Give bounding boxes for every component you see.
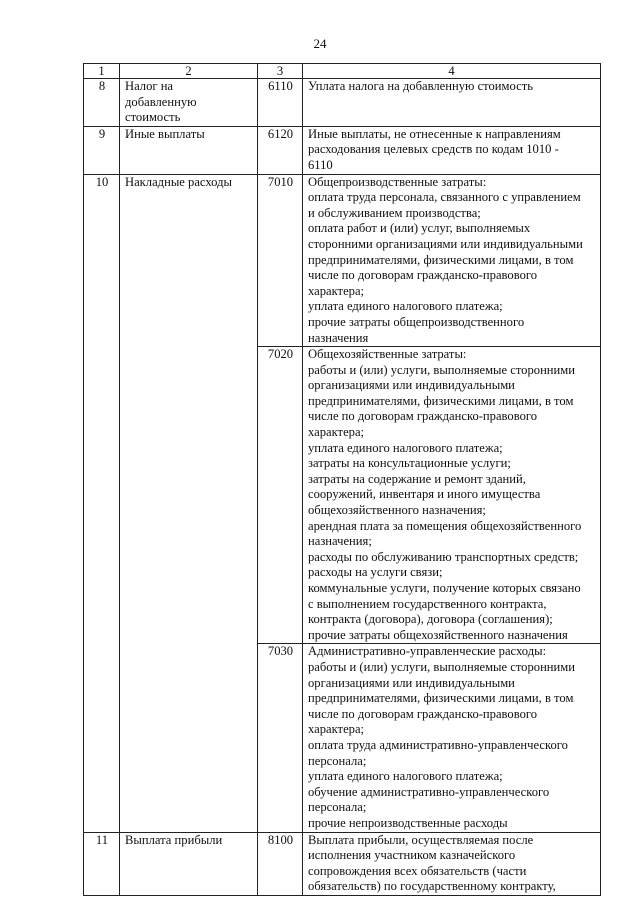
description-line: работы и (или) услуги, выполняемые сторонними [308, 362, 575, 377]
description-line: расходы по обслуживанию транспортных средств; [308, 549, 579, 564]
header-col-4: 4 [303, 64, 601, 79]
description-line: предпринимателями, физическими лицами, в том [308, 252, 574, 267]
description-line: персонала; [308, 800, 367, 815]
description-line: уплата единого налогового платежа; [308, 440, 503, 455]
row-number: 10 [84, 174, 120, 832]
description-line: сторонними организациями или индивидуальными [308, 236, 583, 251]
description-line: прочие затраты общехозяйственного назначения [308, 627, 568, 642]
description-line: сооружений, инвентаря и иного имущества [308, 487, 541, 502]
expense-code: 7010 [258, 174, 303, 347]
expense-codes-table [83, 63, 601, 896]
description-line: назначения [308, 330, 369, 345]
row-number: 11 [84, 832, 120, 895]
description-line: прочие затраты общепроизводственного [308, 314, 525, 329]
expense-name [120, 79, 258, 127]
description-line: затраты на содержание и ремонт зданий, [308, 471, 526, 486]
expense-name [120, 126, 258, 174]
expense-description [303, 347, 601, 644]
description-line: назначения; [308, 534, 372, 549]
page-number: 24 [313, 36, 327, 51]
expense-name [120, 174, 258, 832]
description-line: уплата единого налогового платежа; [308, 299, 503, 314]
header-col-3: 3 [258, 64, 303, 79]
description-line: числе по договорам гражданско-правового [308, 268, 538, 283]
expense-name-line: Выплата прибыли [125, 832, 223, 847]
description-line: характера; [308, 425, 365, 440]
row-number: 8 [84, 79, 120, 127]
description-line: оплата труда персонала, связанного с управлением [308, 190, 581, 205]
header-col-2: 2 [120, 64, 258, 79]
description-line: расходы на услуги связи; [308, 565, 443, 580]
description-line: с выполнением государственного контракта, [308, 596, 547, 611]
description-line: числе по договорам гражданско-правового [308, 706, 538, 721]
description-line: персонала; [308, 753, 367, 768]
expense-code: 7020 [258, 347, 303, 644]
description-line: организациями или индивидуальными [308, 675, 515, 690]
expense-name [120, 832, 258, 895]
expense-name-line: стоимость [125, 110, 181, 125]
description-line: числе по договорам гражданско-правового [308, 409, 538, 424]
expense-description [303, 644, 601, 832]
description-line: обучение административно-управленческого [308, 784, 550, 799]
description-line: затраты на консультационные услуги; [308, 456, 511, 471]
description-line: организациями или индивидуальными [308, 378, 515, 393]
description-line: и обслуживанием производства; [308, 205, 481, 220]
description-line: предпринимателями, физическими лицами, в том [308, 393, 574, 408]
row-number: 9 [84, 126, 120, 174]
expense-name-line: Иные выплаты [125, 126, 205, 141]
table-row [84, 79, 601, 127]
description-line: исполнения участником казначейского [308, 848, 516, 863]
description-line: арендная плата за помещения общехозяйственного [308, 518, 582, 533]
description-line: Общехозяйственные затраты: [308, 347, 467, 362]
expense-code: 7030 [258, 644, 303, 832]
expense-name-line: Накладные расходы [125, 174, 232, 189]
description-line: оплата работ и (или) услуг, выполняемых [308, 221, 531, 236]
description-line: уплата единого налогового платежа; [308, 769, 503, 784]
expense-code: 6120 [258, 126, 303, 174]
description-line: характера; [308, 722, 365, 737]
description-line: характера; [308, 283, 365, 298]
description-line: коммунальные услуги, получение которых связано [308, 581, 581, 595]
description-line: прочие непроизводственные расходы [308, 815, 508, 830]
expense-description [303, 79, 601, 127]
description-line: Общепроизводственные затраты: [308, 174, 487, 189]
expense-code: 6110 [258, 79, 303, 127]
table-row [84, 832, 601, 895]
expense-name-line: Налог на [125, 79, 174, 93]
description-line: Иные выплаты, не отнесенные к направлениям [308, 126, 561, 141]
description-line: обязательств) по государственному контракту, [308, 879, 556, 894]
header-col-1: 1 [84, 64, 120, 79]
expense-name-line: добавленную [125, 94, 197, 109]
description-line: Уплата налога на добавленную стоимость [308, 79, 533, 93]
table-header-row [84, 64, 601, 79]
expense-description [303, 174, 601, 347]
description-line: 6110 [308, 157, 333, 172]
description-line: Административно-управленческие расходы: [308, 644, 547, 659]
description-line: оплата труда административно-управленческого [308, 737, 568, 752]
description-line: предпринимателями, физическими лицами, в том [308, 691, 574, 706]
description-line: расходования целевых средств по кодам 1010 - [308, 142, 559, 157]
table-row [84, 126, 601, 174]
description-line: контракта (договора), договора (соглашения); [308, 612, 553, 627]
description-line: Выплата прибыли, осуществляемая после [308, 832, 534, 847]
description-line: сопровождения всех обязательств (части [308, 863, 527, 878]
expense-description [303, 126, 601, 174]
description-line: общехозяйственного назначения; [308, 503, 486, 518]
table-row [84, 174, 601, 347]
expense-code: 8100 [258, 832, 303, 895]
expense-description [303, 832, 601, 895]
description-line: работы и (или) услуги, выполняемые сторонними [308, 659, 575, 674]
